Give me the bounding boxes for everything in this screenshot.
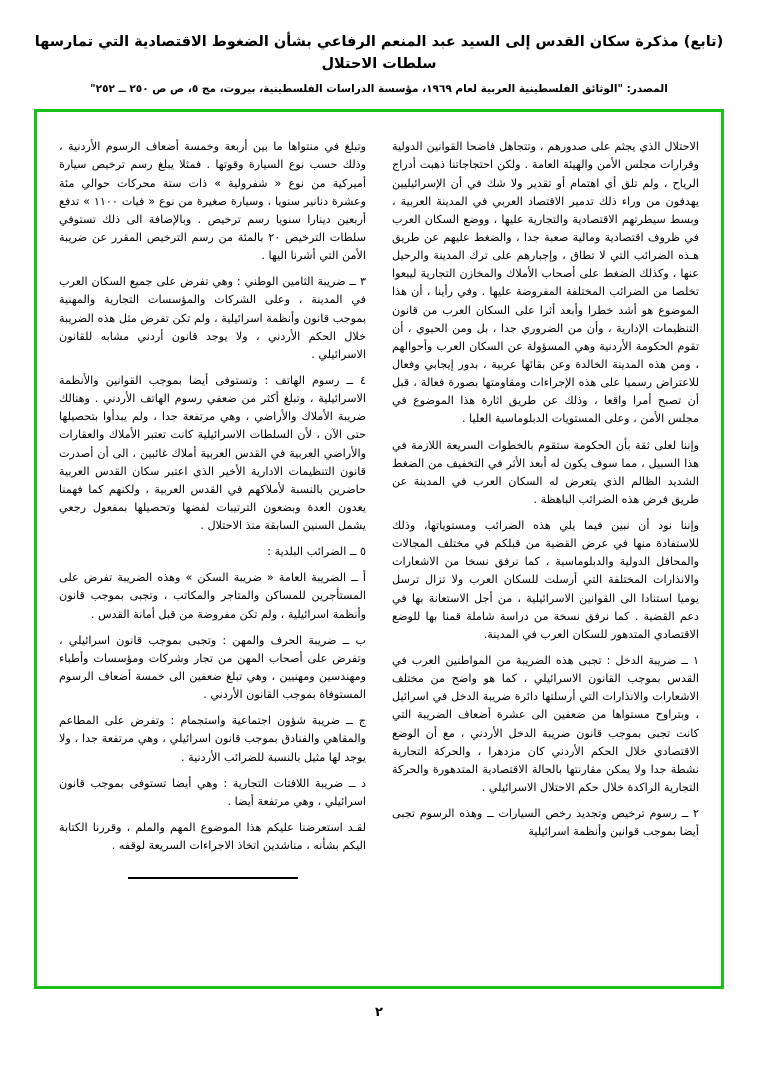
column-left xyxy=(59,138,366,964)
source-line: المصدر: "الوثائق الفلسطينية العربية لعام ١٩٦٩، مؤسسة الدراسات الفلسطينية، بيروت، مج ٥، ص ص ٢٥٠ ــ ٢٥٢" xyxy=(90,82,668,95)
paragraph-gap xyxy=(59,768,366,775)
paragraph-gap xyxy=(59,536,366,543)
paragraph-gap xyxy=(59,812,366,819)
paragraph: ٤ ــ رسوم الهاتف : وتستوفى أيضا بموجب القوانين والأنظمة الاسرائيلية ، وتبلغ أكثر من ضعفي رسوم الهاتف الأردني . وهنالك ضريبة الأملاك والأراضي ، وهي مرتفعة جدا ، ولم يبدأوا بتحصيلها حتى الآن ، لأن السلطات الاسرائيلية كانت تعتبر الأملاك والعقارات والأراضي العربية في القدس العربية أملاك غائبين ، الى أن أصدرت قانون التنظيمات الادارية الأخير الذي اعتبر سكان القدس العربية حاضرين بالنسبة لأملاكهم في القدس العربية ، ولكنهم كما فهمنا يعدون العدة وبضعون الترتيبات لفضها وتحصيلها بمفعول رجعي يشمل السنين السابقة منذ الاحتلال . xyxy=(59,373,366,533)
two-column-body xyxy=(59,138,699,964)
paragraph-gap xyxy=(59,266,366,273)
paragraph-gap xyxy=(392,430,699,437)
page-title: (تابع) مذكرة سكان القدس إلى السيد عبد المنعم الرفاعي بشأن الضغوط الاقتصادية التي تمارسها سلطات الاحتلال xyxy=(34,34,724,72)
paragraph: وإننا نود أن نبين فيما يلي هذه الضرائب ومستوياتها، وذلك للاستفادة منها في عرض القضية من قبلكم في مختلف المجالات والمحافل الدولية والدبلوماسية ، كما نرفق نسخا من الاشعارات والانذارات المختلفة التي أرسلت للسكان العرب ولا تزال ترسل يوميا استنادا الى القوانين الاسرائيلية ، من أجل الاستعانة بها في دعم القضية . كما نرفق نسخة من دراسة شاملة قمنا بها للوضع الاقتصادي المتدهور للسكان العرب في المدينة. xyxy=(392,519,699,641)
paragraph-gap xyxy=(392,645,699,652)
paragraph: ٣ ــ ضريبة الثامين الوطني : وهي تفرض على جميع السكان العرب في المدينة ، وعلى الشركات والمؤسسات التجارية والمهنية بموجب قانون وأنظمة اسرائيلية ، ولم تكن تفرض مثل هذه الضريبة خلال الحكم الأردني ، ولا يوجد قانون أردني مشابه للقانون الاسرائيلي . xyxy=(59,275,366,361)
paragraph: ٥ ــ الضرائب البلدية : xyxy=(267,545,366,559)
paragraph: وتبلغ في منتواها ما بين أربعة وخمسة أضعاف الرسوم الأردنية ، وذلك حسب نوع السيارة وقوتها . فمثلا يبلغ رسم ترخيص سيارة أميركية من نوع « شفرولية » ذات ستة محركات حوالي مئة وعشرة دنانير سنويا ، وسيارة صغيرة من نوع « فيات ١١٠٠ » تدفع أربعين دينارا سنويا رسم ترخيص . وبالإضافة الى ذلك تستوفي سلطات الترخيص ٢٠ بالمئة من رسم الترخيص المقرر عن ضريبة الأمن التي أشرنا اليها . xyxy=(59,140,367,263)
content-frame xyxy=(34,109,724,989)
paragraph-gap xyxy=(392,798,699,805)
paragraph: ب ــ ضريبة الحرف والمهن : وتجبى بموجب قانون اسرائيلي ، وتفرض على أصحاب المهن من تجار وشركات ومؤسسات وأطباء ومهندسين ومهنيين ، وهي تبلغ ضعفين الى خمسة أضعاف الرسوم المستوفاة بموجب القانون الأردني . xyxy=(59,633,366,702)
paragraph: الاحتلال الذي يجثم على صدورهم ، وتتجاهل فاضحا القوانين الدولية وقرارات مجلس الأمن والهيئة العامة . ولكن احتجاجاتنا ذهبت أدراج الرياح ، ولم تلق أي اهتمام أو تقدير ولا شك في أن الإسرائيليين يهدفون من وراء ذلك تدمير الاقتصاد العربي في المدينة العربية ، وبسط سيطرتهم الاقتصادية والتجارية عليها ، ووضع السكان العرب في ظروف اقتصادية ومالية صعبة جدا ، والضغط عليهم عن طريق هـذه الضرائب التي لا تطاق ، وإجبارهم على ترك المدينة والرحيل عنها ، وكذلك الضغط على أصحاب الأملاك والمخازن التجارية ليبعوا تخلصا من الضرائب المختلفة المفروضة عليها . وفي رأينا ، أن هذا الموضوع هو أشد خطرا وأبعد أثرا على السكان العرب من قانون التنظيمات الإدارية ، وأن من الضروري جدا ، بل ومن الحيوي ، أن تقوم الحكومة الأردنية وهي المسؤولة عن السكان العرب وأحوالهم ، ومن هذه المدينة الخالدة وعن بقائها عربية ، بدور إيجابي وفعال للاعتراض رسميا على هذه الإجراءات ومقاومتها بصورة فعالة ، قبل أن تصبح أمرا واقعا ، وذلك عن طريق اثارة هذا الموضوع في مجلس الأمن ، وعلى المستويات الدبلوماسية العليا . xyxy=(392,140,699,426)
column-right xyxy=(392,138,699,964)
paragraph-gap xyxy=(59,365,366,372)
paragraph: ٢ ــ رسوم ترخيص وتجديد رخص السيارات ــ وهذه الرسوم تجبى أيضا بموجب قوانين وأنظمة اسرائيلية xyxy=(392,807,699,839)
closing-divider xyxy=(128,877,298,879)
paragraph: ١ ــ ضريبة الدخل : تجبى هذه الضريبة من المواطنين العرب في القدس بموجب القانون الاسرائيلي ، كما هو واضح من مختلف الاشعارات والانذارات التي أرسلتها دائرة ضريبة الدخل في اسرائيل ، وبتراوح مستواها من ضعفين الى عشرة أضعاف الضريبة التي كانت تجبى بموجب قانون ضريبة الدخل الأردني ، مع أن الوضع الاقتصادي خلال الحكم الأردني كان مزدهرا ، والحركة التجارية نشطة جدا ولا يمكن مقارنتها بالحالة الاقتصادية المتدهورة والحركة التجارية الراكدة خلال حكم الاحتلال الاسرائيلي . xyxy=(392,654,699,795)
paragraph: لقـد استعرضنا عليكم هذا الموضوع المهم والملم ، وقررنا الكتابة اليكم بشأنه ، مناشدين اتخاذ الاجراءات السريعة لوقفه . xyxy=(59,821,366,853)
page-number: ٢ xyxy=(375,1005,383,1021)
paragraph: ج ــ ضريبة شؤون اجتماعية واستجمام : وتفرض على المطاعم والمقاهي والفنادق بموجب قانون اسرائيلي ، وهي مرتفعة جدا ، ولا يوجد لها مثيل بالنسبة للضرائب الأردنية . xyxy=(59,714,366,764)
paragraph: وإننا لعلى ثقة بأن الحكومة ستقوم بالخطوات السريعة اللازمة في هذا السبيل ، مما سوف يكون له أبعد الأثر في التخفيف من الضغط الشديد الظالم الذي يتعرض له السكان العرب في المدينة عن طريق فرض هذه الضرائب الباهظة . xyxy=(392,438,699,506)
paragraph-gap xyxy=(59,562,366,569)
paragraph-gap xyxy=(59,625,366,632)
paragraph: أ ــ الضريبة العامة « ضريبة السكن » وهذه الضريبة تفرض على المستأجرين للمساكن والمتاجر والمكاتب ، وتجبى بموجب قانون وأنظمة اسرائيلية ، ولم تكن مفروضة من قبل أمانة القدس . xyxy=(59,571,366,621)
paragraph-gap xyxy=(59,705,366,712)
paragraph-gap xyxy=(392,510,699,517)
paragraph: د ــ ضريبة اللافتات التجارية : وهي أيضا تستوفى بموجب قانون اسرائيلي ، وهي مرتفعة أيضا . xyxy=(59,776,366,808)
